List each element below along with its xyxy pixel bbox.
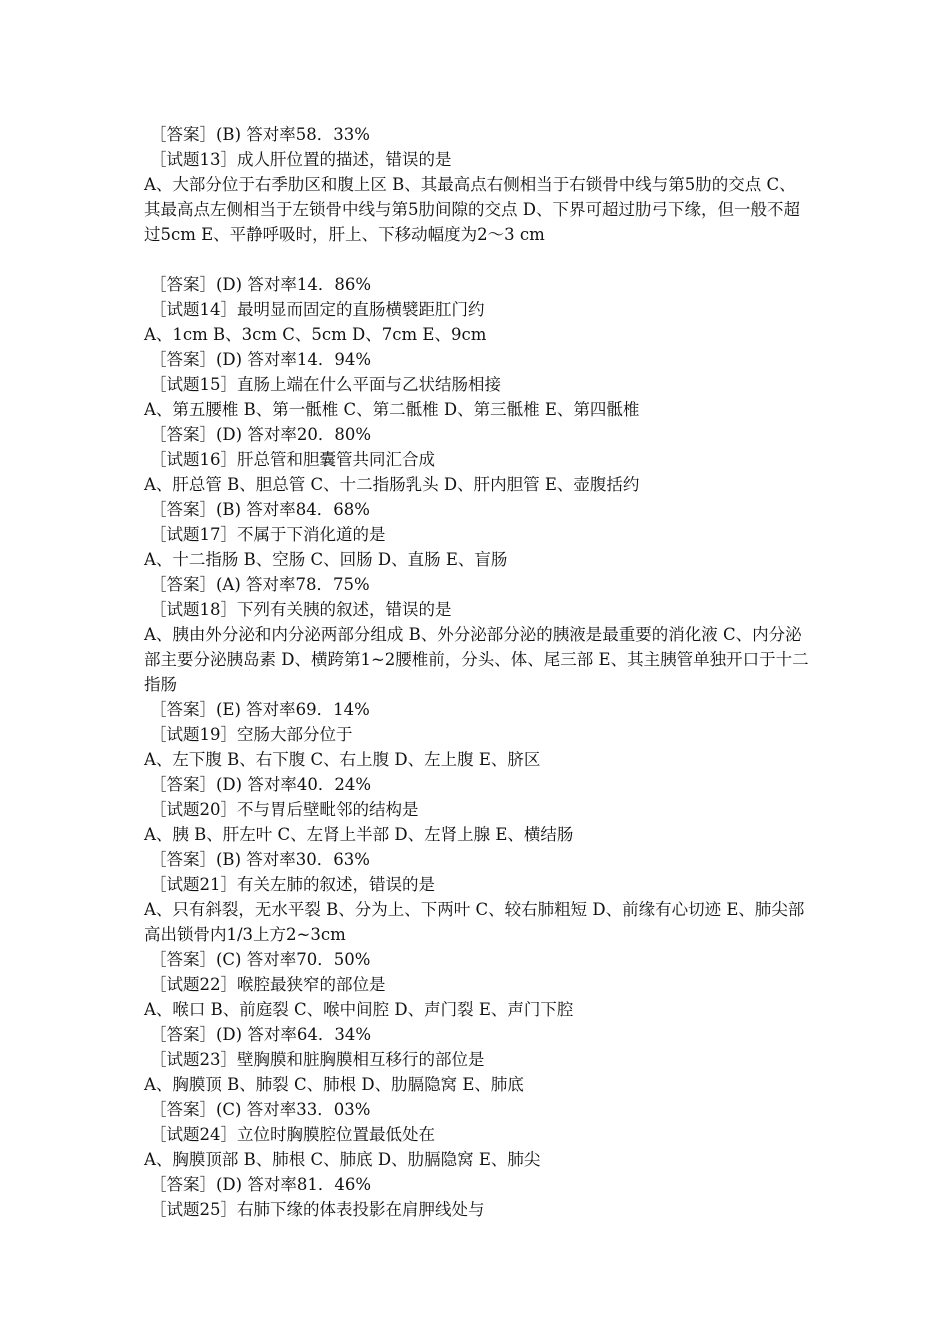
options-line: A、胸膜顶 B、肺裂 C、肺根 D、肋膈隐窝 E、肺底	[144, 1075, 524, 1094]
question-line: ［试题17］不属于下消化道的是	[150, 525, 386, 544]
options-line: A、喉口 B、前庭裂 C、喉中间腔 D、声门裂 E、声门下腔	[144, 1000, 574, 1019]
answer-line: ［答案］(C) 答对率33．03%	[150, 1100, 371, 1119]
question-line: ［试题22］喉腔最狭窄的部位是	[150, 975, 386, 994]
answer-line: ［答案］(E) 答对率69．14%	[150, 700, 370, 719]
options-line: A、左下腹 B、右下腹 C、右上腹 D、左上腹 E、脐区	[144, 750, 541, 769]
options-line: A、肝总管 B、胆总管 C、十二指肠乳头 D、肝内胆管 E、壶腹括约	[144, 475, 640, 494]
question-line: ［试题16］肝总管和胆囊管共同汇合成	[150, 450, 435, 469]
answer-line: ［答案］(D) 答对率20．80%	[150, 425, 372, 444]
question-line: ［试题13］成人肝位置的描述，错误的是	[150, 150, 452, 169]
question-line: ［试题20］不与胃后壁毗邻的结构是	[150, 800, 419, 819]
question-line: ［试题21］有关左肺的叙述，错误的是	[150, 875, 435, 894]
question-line: ［试题14］最明显而固定的直肠横襞距肛门约	[150, 300, 485, 319]
question-line: ［试题25］右肺下缘的体表投影在肩胛线处与	[150, 1200, 485, 1219]
options-line: A、胸膜顶部 B、肺根 C、肺底 D、肋膈隐窝 E、肺尖	[144, 1150, 541, 1169]
options-line: A、胰 B、肝左叶 C、左肾上半部 D、左肾上腺 E、横结肠	[144, 825, 574, 844]
answer-line: ［答案］(D) 答对率14．94%	[150, 350, 372, 369]
blank-line	[144, 247, 810, 272]
options-line: A、只有斜裂，无水平裂 B、分为上、下两叶 C、较右肺粗短 D、前缘有心切迹 E、肺尖部高出锁骨内1/3上方2~3cm	[144, 900, 805, 944]
answer-line: ［答案］(A) 答对率78．75%	[150, 575, 370, 594]
options-line: A、1cm B、3cm C、5cm D、7cm E、9cm	[144, 325, 487, 344]
answer-line: ［答案］(B) 答对率58．33%	[150, 125, 370, 144]
options-line: A、第五腰椎 B、第一骶椎 C、第二骶椎 D、第三骶椎 E、第四骶椎	[144, 400, 640, 419]
answer-line: ［答案］(B) 答对率30．63%	[150, 850, 370, 869]
answer-line: ［答案］(D) 答对率81．46%	[150, 1175, 372, 1194]
answer-line: ［答案］(D) 答对率40．24%	[150, 775, 372, 794]
answer-line: ［答案］(D) 答对率14．86%	[150, 275, 372, 294]
question-line: ［试题24］立位时胸膜腔位置最低处在	[150, 1125, 435, 1144]
answer-line: ［答案］(B) 答对率84．68%	[150, 500, 370, 519]
question-line: ［试题23］壁胸膜和脏胸膜相互移行的部位是	[150, 1050, 485, 1069]
options-line: A、十二指肠 B、空肠 C、回肠 D、直肠 E、盲肠	[144, 550, 508, 569]
question-line: ［试题18］下列有关胰的叙述，错误的是	[150, 600, 452, 619]
answer-line: ［答案］(C) 答对率70．50%	[150, 950, 371, 969]
question-line: ［试题19］空肠大部分位于	[150, 725, 353, 744]
options-line: A、胰由外分泌和内分泌两部分组成 B、外分泌部分泌的胰液是最重要的消化液 C、内分泌部主要分泌胰岛素 D、横跨第1~2腰椎前，分头、体、尾三部 E、其主胰管单独开口于十二指肠	[144, 625, 809, 694]
answer-line: ［答案］(D) 答对率64．34%	[150, 1025, 372, 1044]
options-line: A、大部分位于右季肋区和腹上区 B、其最高点右侧相当于右锁骨中线与第5肋的交点 C、其最高点左侧相当于左锁骨中线与第5肋间隙的交点 D、下界可超过肋弓下缘，但一般不超过5cm E、平静呼吸时，肝上、下移动幅度为2～3 cm	[144, 175, 800, 244]
document-body	[144, 122, 810, 1222]
question-line: ［试题15］直肠上端在什么平面与乙状结肠相接	[150, 375, 501, 394]
